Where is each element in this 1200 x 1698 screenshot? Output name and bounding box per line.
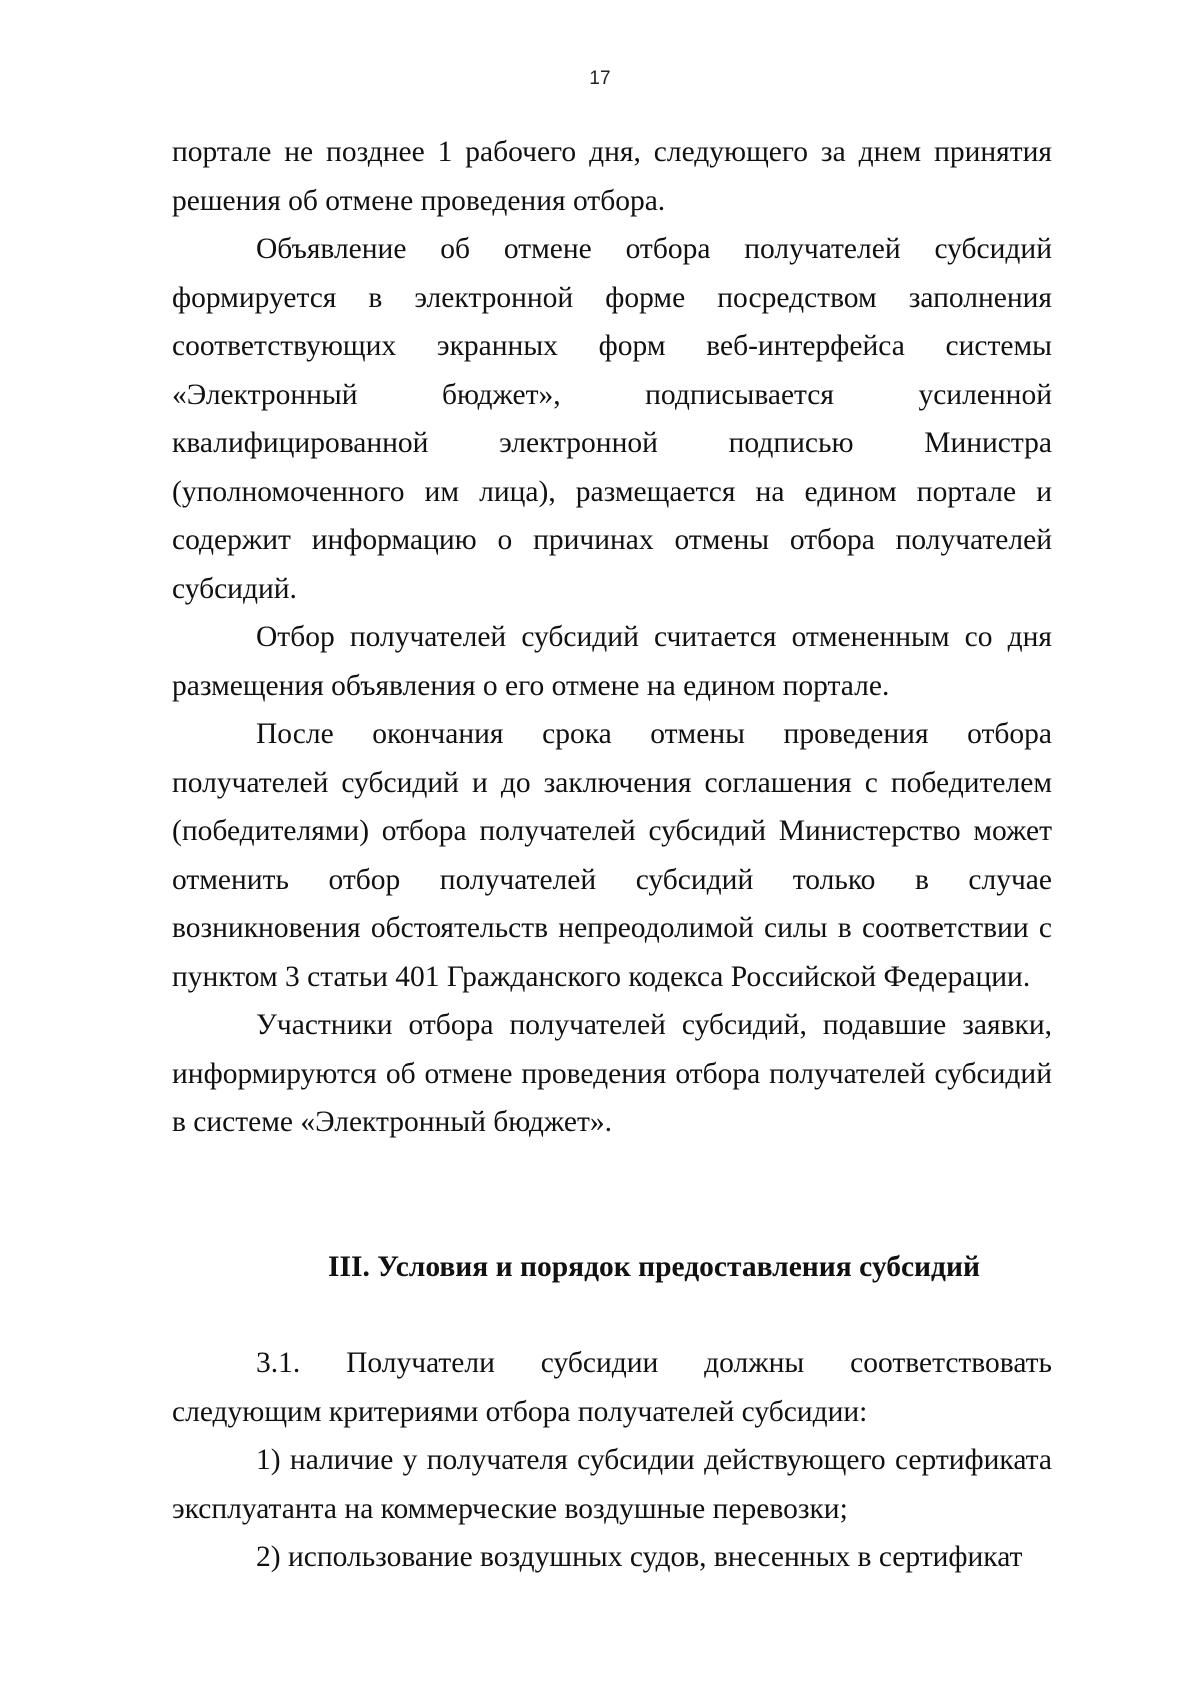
document-body <box>172 128 1052 1582</box>
paragraph-criteria: 3.1. Получатели субсидии должны соответствовать следующим критериями отбора получателей субсидии: <box>172 1347 1052 1428</box>
paragraph-cancelled: Отбор получателей субсидий считается отмененным со дня размещения объявления о его отмене на едином портале. <box>172 621 1052 702</box>
heading-spacer <box>172 1291 1052 1339</box>
section-spacer <box>172 1147 1052 1243</box>
list-item-2: 2) использование воздушных судов, внесенных в сертификат <box>256 1541 1023 1573</box>
paragraph-force-majeure: После окончания срока отмены проведения отбора получателей субсидий и до заключения соглашения с победителем (победителями) отбора получателей субсидий Министерство может отменить отбор получателей субсидий только в случае возникновения обстоятельств непреодолимой силы в соответствии с пунктом 3 статьи 401 Гражданского кодекса Российской Федерации. <box>172 718 1052 993</box>
paragraph-continuation: порталe не позднее 1 рабочего дня, следующего за днем принятия решения об отмене проведения отбора. <box>172 136 1052 217</box>
page-number: 17 <box>589 68 611 89</box>
section-heading: III. Условия и порядок предоставления субсидий <box>328 1250 980 1283</box>
paragraph-announcement: Объявление об отмене отбора получателей субсидий формируется в электронной форме посредством заполнения соответствующих экранных форм веб-интерфейса системы «Электронный бюджет», подписывается усиленной квалифицированной электронной подписью Министра (уполномоченного им лица), размещается на едином портале и содержит информацию о причинах отмены отбора получателей субсидий. <box>172 233 1052 605</box>
list-item-1: 1) наличие у получателя субсидии действующего сертификата эксплуатанта на коммерческие воздушные перевозки; <box>172 1444 1052 1525</box>
paragraph-participants: Участники отбора получателей субсидий, подавшие заявки, информируются об отмене проведения отбора получателей субсидий в системе «Электронный бюджет». <box>172 1009 1052 1138</box>
